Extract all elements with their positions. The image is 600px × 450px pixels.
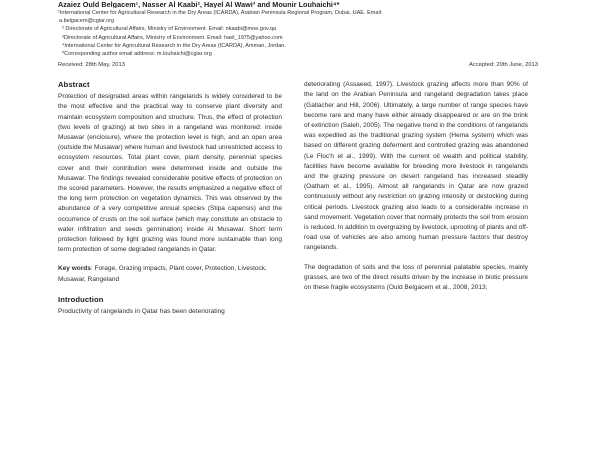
- affiliation-item-3: ³Directorate of Agricultural Affairs, Ministry of Environment. Email: hael_1975@yahoo.com: [62, 34, 283, 41]
- abstract-heading: Abstract: [58, 80, 90, 90]
- keywords-label: Key words: [58, 265, 91, 273]
- introduction-text-right-1: deteriorating (Assaeed, 1997). Livestock grazing affects more than 90% of the land on the Arabian Peninsula and rangeland degradation takes place (Gallacher and Hill, 2006). Ultimately, a large number of range species have become rare and many have either already disappeared or are on the brink of extinction (Saleh, 2005). The negative trend in the conditions of rangelands was expedited as the traditional grazing system (Hema system) which was based on different grazing deferment and controlled grazing was abandoned (Le Floc'h et al., 1999). With the current oil wealth and political stability, facilities have become available for breeding more livestock in rangelands and the grazing pressure on desert rangeland has increased steadily (Oatham et al., 1995). Almost all rangelands in Qatar are now grazed continuously without any restriction on grazing intensity or destocking during critical periods. Livestock grazing also leads to a considerable increase in sand movement. Vegetation cover that normally protects the soil from erosion is reduced. In addition to overgrazing by livestock, uprooting of plants and off-road use of vehicles are also among human pressure factors that destroy rangelands.: [304, 81, 528, 252]
- affiliation-email-1: a.belgacem@cgiar.org: [59, 18, 115, 25]
- introduction-text-left: Productivity of rangelands in Qatar has been deteriorating: [58, 307, 225, 315]
- accepted-date: Accepted: 20th June, 2013: [469, 62, 538, 69]
- affiliation-item-1: ¹International Center for Agricultural Research in the Dry Areas (ICARDA), Arabian Peninsula Regional Program, Dubai, UAE. Email:: [58, 10, 383, 16]
- right-column: [304, 80, 528, 317]
- received-date: Received: 28th May, 2013: [58, 62, 125, 69]
- keywords-text: : Forage, Grazing impacts, Plant cover, Protection, Livestock, Musawar, Rangeland: [58, 265, 267, 283]
- keywords-line: [58, 264, 282, 284]
- author-line: Azaiez Ould Belgacem¹, Nasser Al Kaabi², Hayel Al Wawi³ and Mounir Louhaichi⁴*: [58, 0, 340, 8]
- submission-dates: [58, 62, 548, 68]
- affiliation-list: [58, 9, 548, 58]
- affiliation-item-4: ⁴International Center for Agricultural Research in the Dry Areas (ICARDA), Amman, Jordan.: [62, 42, 286, 49]
- affiliation-item-2: ² Directorate of Agricultural Affairs, Ministry of Environment. Email: nkaabi@moe.gov.qa: [62, 26, 277, 33]
- introduction-heading: Introduction: [58, 294, 104, 304]
- introduction-text-right-2: The degradation of soils and the loss of perennial palatable species, mainly grasses, are two of the direct results driven by the increase in biotic pressure on these fragile ecosystems (Ould Belgacem et al., 2008, 2013;: [304, 263, 528, 292]
- abstract-text: Protection of designated areas within rangelands is widely considered to be the most effective and the practical way to conserve plant diversity and maintain ecosystem composition and structure. Thus, the effect of protection (two levels of grazing) at two sites in a rangeland was monitored: inside Musawar (enclosure), where the protection level is high, and an open area (outside the Musawar) where human and livestock had unrestricted access to ecosystem resources. Total plant cover, plant density, perennial species cover and their contribution were determined inside and outside the Musawar. The findings revealed considerable positive effects of protection on the scored parameters. However, the results emphasized a negative effect of the long term protection on vegetation dynamics. This was observed by the abundance of a very competitive annual species (Stipa capensis) and the occurrence of crusts on the soil surface (which may constitute an obstacle to water infiltration and seeds germination) inside Al Musawar. Short term protection followed by light grazing was found more sustainable than long term protection of some degraded rangelands in Qatar.: [58, 93, 282, 254]
- left-column: [58, 80, 282, 317]
- two-column-body: [58, 80, 548, 317]
- corresponding-author-email: *Corresponding author email address: m.louhaichi@cgiar.org: [62, 51, 212, 58]
